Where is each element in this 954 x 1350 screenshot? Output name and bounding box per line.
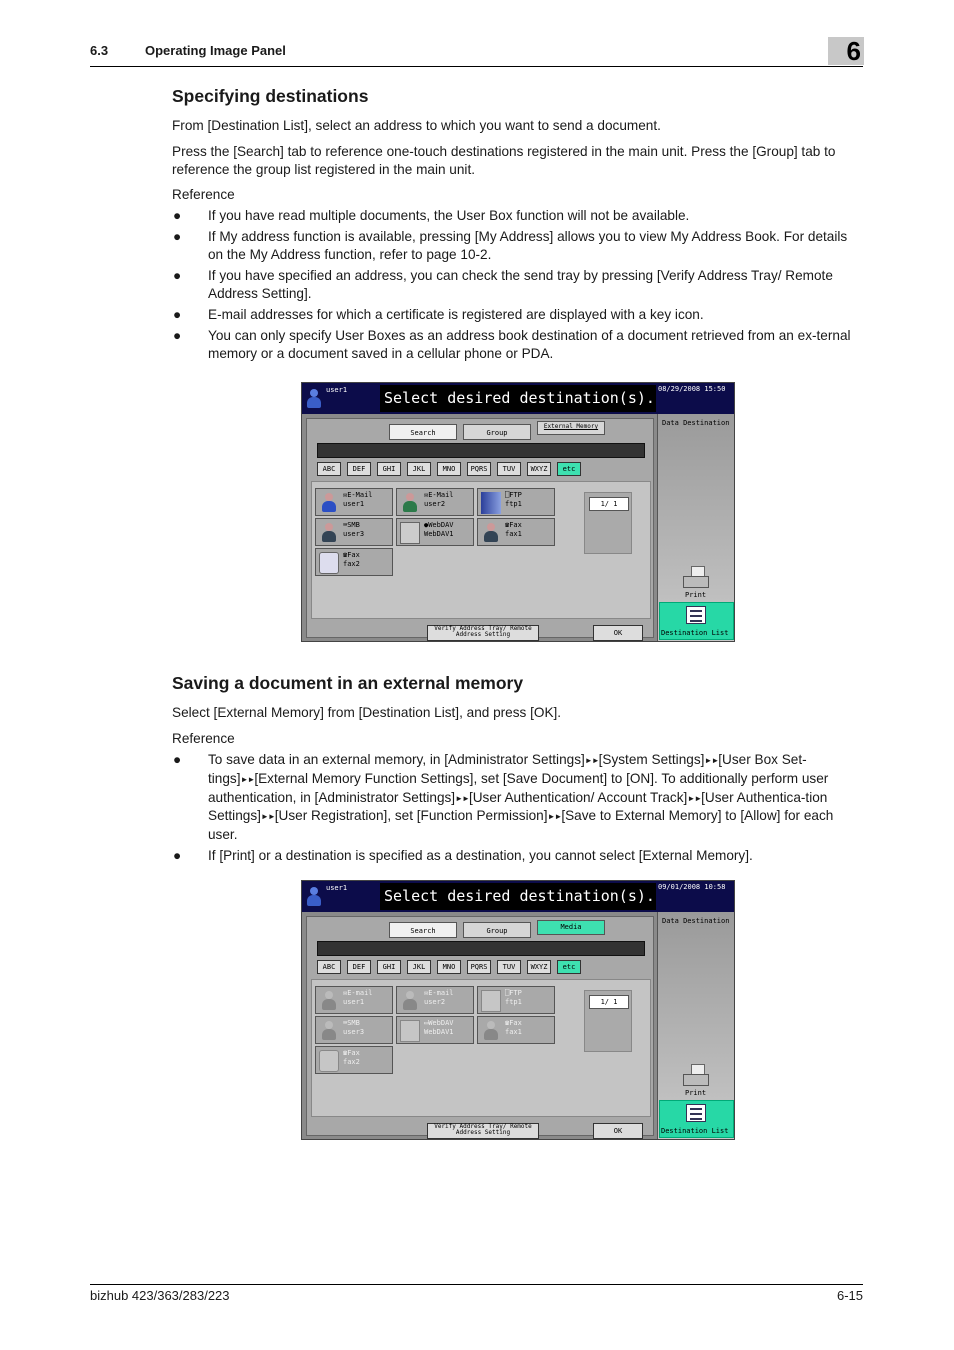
panel-main <box>306 916 654 1136</box>
destination-button[interactable]: ⎕FTP ftp1 <box>477 488 555 516</box>
verify-address-tray-button[interactable]: Verify Address Tray/ Remote Address Setting <box>427 625 539 641</box>
reference-list <box>172 751 864 869</box>
page-scroller[interactable] <box>584 492 632 554</box>
index-key-abc[interactable]: ABC <box>317 462 341 476</box>
ok-button[interactable]: OK <box>593 1123 643 1139</box>
search-input[interactable] <box>317 941 645 956</box>
reference-label: Reference <box>172 187 235 202</box>
panel-title: Select desired destination(s). <box>380 883 656 910</box>
user-name: user1 <box>326 386 348 394</box>
destination-button: ▭WebDAV WebDAV1 <box>396 1016 474 1044</box>
search-input[interactable] <box>317 443 645 458</box>
destination-button[interactable]: ☎Fax fax2 <box>315 548 393 576</box>
person-icon <box>319 1020 339 1042</box>
destination-button[interactable]: ⌨SMB user3 <box>315 518 393 546</box>
printer-icon[interactable] <box>683 566 711 590</box>
tab-media[interactable]: Media <box>537 920 605 935</box>
verify-address-tray-button[interactable]: Verify Address Tray/ Remote Address Setting <box>427 1123 539 1139</box>
reference-label: Reference <box>172 731 235 746</box>
heading-saving-external-memory: Saving a document in an external memory <box>172 673 524 693</box>
index-key-ghi[interactable]: GHI <box>377 960 401 974</box>
server-icon <box>400 522 420 544</box>
destination-button: ☎Fax fax2 <box>315 1046 393 1074</box>
fax-machine-icon <box>319 552 339 574</box>
destination-button: ⎕FTP ftp1 <box>477 986 555 1014</box>
reference-list <box>172 207 864 366</box>
page-indicator: 1/ 1 <box>589 995 629 1009</box>
destination-button[interactable]: ●WebDAV WebDAV1 <box>396 518 474 546</box>
list-item: ● You can only specify User Boxes as an address book destination of a document retrieved from an ex-ternal memory or a document saved in a cellular phone or PDA. <box>173 328 851 362</box>
person-icon <box>400 990 420 1012</box>
right-sidebar <box>657 912 734 1140</box>
building-icon <box>481 990 501 1012</box>
panel-title-bar <box>302 383 734 414</box>
chapter-badge <box>828 37 864 65</box>
index-key-pqrs[interactable]: PQRS <box>467 462 491 476</box>
user-icon <box>306 389 322 409</box>
footer-model: bizhub 423/363/283/223 <box>90 1288 230 1303</box>
destination-button: ✉E-mail user1 <box>315 986 393 1014</box>
paragraph: Press the [Search] tab to reference one-touch destinations registered in the main unit. Press the [Group] tab to reference the group list registered in the main unit. <box>172 144 836 177</box>
person-icon <box>319 522 339 544</box>
index-key-jkl[interactable]: JKL <box>407 462 431 476</box>
header-rule <box>90 66 863 67</box>
page-indicator: 1/ 1 <box>589 497 629 511</box>
panel-screenshot-external-memory <box>301 880 735 1140</box>
index-key-etc[interactable]: etc <box>557 960 581 974</box>
tab-search[interactable]: Search <box>389 424 457 440</box>
user-icon <box>306 887 322 907</box>
tab-search[interactable]: Search <box>389 922 457 938</box>
list-icon <box>686 1104 706 1122</box>
footer-rule <box>90 1284 863 1285</box>
paragraph: Select [External Memory] from [Destination List], and press [OK]. <box>172 705 562 720</box>
index-key-ghi[interactable]: GHI <box>377 462 401 476</box>
index-key-abc[interactable]: ABC <box>317 960 341 974</box>
destination-button: ✉E-mail user2 <box>396 986 474 1014</box>
date-time: 09/01/2008 10:58 <box>658 883 726 891</box>
destination-grid <box>311 979 651 1117</box>
building-icon <box>481 492 501 514</box>
list-item: ● If you have read multiple documents, the User Box function will not be available. <box>173 208 690 223</box>
list-item: ● If My address function is available, pressing [My Address] allows you to view My Address Book. For details on the My Address function, refer to page 10-2. <box>173 229 848 262</box>
index-key-def[interactable]: DEF <box>347 960 371 974</box>
tab-group[interactable]: Group <box>463 922 531 938</box>
destination-grid <box>311 481 651 619</box>
index-key-mno[interactable]: MNO <box>437 462 461 476</box>
data-destination-label: Data Destination <box>662 917 730 925</box>
index-keys <box>317 462 647 480</box>
index-key-pqrs[interactable]: PQRS <box>467 960 491 974</box>
panel-title: Select desired destination(s). <box>380 385 656 412</box>
person-icon <box>481 1020 501 1042</box>
print-label: Print <box>685 1089 707 1097</box>
paragraph: From [Destination List], select an address to which you want to send a document. <box>172 118 661 133</box>
person-icon <box>400 492 420 514</box>
destination-list-button[interactable]: Destination List <box>659 602 734 640</box>
date-time: 08/29/2008 15:50 <box>658 385 726 393</box>
print-label: Print <box>685 591 707 599</box>
footer-page-number: 6-15 <box>836 1288 863 1303</box>
tab-external-memory[interactable]: External Memory <box>537 421 605 435</box>
person-icon <box>319 990 339 1012</box>
server-icon <box>400 1020 420 1042</box>
printer-icon[interactable] <box>683 1064 711 1088</box>
tab-group[interactable]: Group <box>463 424 531 440</box>
ok-button[interactable]: OK <box>593 625 643 641</box>
fax-machine-icon <box>319 1050 339 1072</box>
section-title: Operating Image Panel <box>145 43 286 58</box>
list-item: ● If you have specified an address, you can check the send tray by pressing [Verify Address Tray/ Remote Address Setting]. <box>173 268 833 301</box>
index-key-tuv[interactable]: TUV <box>497 462 521 476</box>
list-item: ● E-mail addresses for which a certificate is registered are displayed with a key icon. <box>173 307 704 323</box>
destination-button[interactable]: ☎Fax fax1 <box>477 518 555 546</box>
heading-specifying-destinations: Specifying destinations <box>172 86 369 106</box>
person-icon <box>481 522 501 544</box>
panel-main <box>306 418 654 638</box>
destination-button: ☎Fax fax1 <box>477 1016 555 1044</box>
list-icon <box>686 606 706 624</box>
person-icon <box>319 492 339 514</box>
page-scroller[interactable] <box>584 990 632 1052</box>
index-key-tuv[interactable]: TUV <box>497 960 521 974</box>
panel-screenshot-destinations <box>301 382 735 642</box>
index-key-jkl[interactable]: JKL <box>407 960 431 974</box>
data-destination-label: Data Destination <box>662 419 730 427</box>
index-key-wxyz[interactable]: WXYZ <box>527 960 551 974</box>
index-key-def[interactable]: DEF <box>347 462 371 476</box>
chapter-number: 6 <box>846 36 861 66</box>
section-number: 6.3 <box>90 43 109 58</box>
destination-list-button[interactable]: Destination List <box>659 1100 734 1138</box>
destination-button[interactable]: ✉E-Mail user1 <box>315 488 393 516</box>
destination-button[interactable]: ✉E-Mail user2 <box>396 488 474 516</box>
list-item: ● If [Print] or a destination is specified as a destination, you cannot select [External Memory]. <box>173 848 753 864</box>
user-name: user1 <box>326 884 348 892</box>
destination-button: ⌨SMB user3 <box>315 1016 393 1044</box>
panel-title-bar <box>302 881 734 912</box>
list-item: ● To save data in an external memory, in [Administrator Settings]►►[System Settings]►►[User Box Set-tings]►►[External Memory Function Settings], set [Save Document] to [ON]. To additionally perform user authentication, in [Administrator Settings]►►[User Authentication/ Account Track]►►[User Authentica-tion Settings]►►[User Registration], set [Function Permission]►►[Save to External Memory] to [Allow] for each user. <box>173 752 834 843</box>
index-key-mno[interactable]: MNO <box>437 960 461 974</box>
right-sidebar <box>657 414 734 642</box>
index-key-wxyz[interactable]: WXYZ <box>527 462 551 476</box>
index-keys <box>317 960 647 978</box>
index-key-etc[interactable]: etc <box>557 462 581 476</box>
